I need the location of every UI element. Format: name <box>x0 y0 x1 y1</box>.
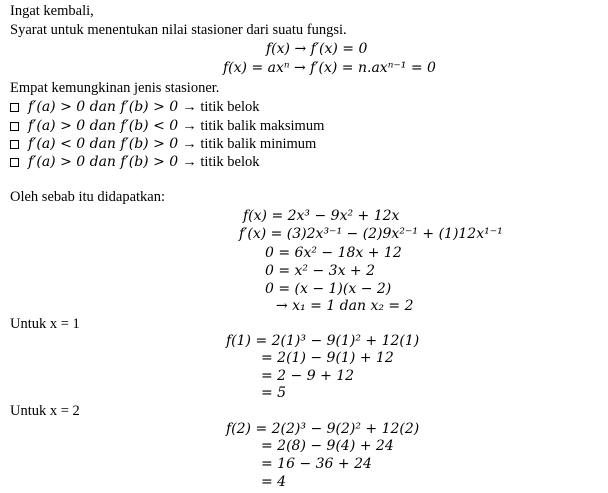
stationary-item <box>10 135 316 153</box>
stationary-result: → titik balik maksimum <box>182 118 325 134</box>
checkbox-icon <box>10 122 19 131</box>
case2-label: Untuk x = 2 <box>10 403 80 419</box>
case2-step: f(2) = 2(2)³ − 9(2)² + 12(2) <box>226 421 420 437</box>
case1-label: Untuk x = 1 <box>10 316 80 332</box>
solution-heading: Oleh sebab itu didapatkan: <box>10 189 166 205</box>
solution-step: → x₁ = 1 dan x₂ = 2 <box>276 298 414 314</box>
stationary-heading: Empat kemungkinan jenis stasioner. <box>10 80 220 96</box>
case1-step: = 2 − 9 + 12 <box>261 368 355 384</box>
stationary-item <box>10 117 324 135</box>
intro-requirement: Syarat untuk menentukan nilai stasioner dari suatu fungsi. <box>10 22 347 38</box>
checkbox-icon <box>10 140 19 149</box>
stationary-condition: f′(a) > 0 dan f′(b) > 0 <box>28 99 179 115</box>
stationary-result: → titik belok <box>182 99 260 115</box>
checkbox-icon <box>10 158 19 167</box>
case2-step: = 16 − 36 + 24 <box>261 456 372 472</box>
stationary-condition: f′(a) > 0 dan f′(b) < 0 <box>28 118 179 134</box>
case1-step: f(1) = 2(1)³ − 9(1)² + 12(1) <box>226 333 420 349</box>
case1-step: = 5 <box>261 385 287 401</box>
stationary-item <box>10 153 260 171</box>
intro-heading: Ingat kembali, <box>10 3 94 19</box>
intro-formula-2: f(x) = axⁿ → f′(x) = n.axⁿ⁻¹ = 0 <box>223 60 436 76</box>
solution-step: 0 = 6x² − 18x + 12 <box>265 245 402 261</box>
stationary-item <box>10 98 260 116</box>
stationary-result: → titik belok <box>182 154 260 170</box>
case1-step: = 2(1) − 9(1) + 12 <box>261 350 394 366</box>
case2-step: = 2(8) − 9(4) + 24 <box>261 438 394 454</box>
solution-step: 0 = x² − 3x + 2 <box>265 263 376 279</box>
checkbox-icon <box>10 103 19 112</box>
case2-step: = 4 <box>261 474 287 490</box>
stationary-condition: f′(a) < 0 dan f′(b) > 0 <box>28 136 179 152</box>
solution-step: 0 = (x − 1)(x − 2) <box>265 281 392 297</box>
solution-step: f′(x) = (3)2x³⁻¹ − (2)9x²⁻¹ + (1)12x¹⁻¹ <box>239 226 503 242</box>
solution-step: f(x) = 2x³ − 9x² + 12x <box>243 208 400 224</box>
stationary-condition: f′(a) > 0 dan f′(b) > 0 <box>28 154 179 170</box>
stationary-result: → titik balik minimum <box>182 136 317 152</box>
intro-formula-1: f(x) → f′(x) = 0 <box>266 41 368 57</box>
